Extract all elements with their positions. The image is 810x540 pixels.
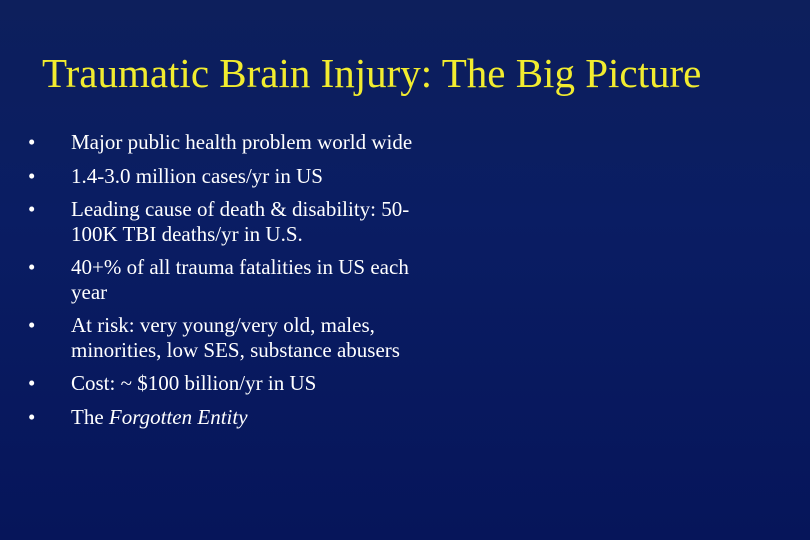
bullet-item xyxy=(28,130,428,155)
bullet-text: Major public health problem world wide xyxy=(71,130,413,154)
bullet-text-prefix: The xyxy=(71,404,109,429)
slide-title: Traumatic Brain Injury: The Big Picture xyxy=(42,50,702,96)
bullet-item xyxy=(28,197,428,246)
bullet-icon: • xyxy=(28,255,36,279)
bullet-text: At risk: very young/very old, males, minorities, low SES, substance abusers xyxy=(71,313,400,362)
bullet-icon: • xyxy=(28,130,36,154)
bullet-icon: • xyxy=(28,371,36,395)
bullet-icon: • xyxy=(28,197,36,221)
bullet-text: Cost: ~ $100 billion/yr in US xyxy=(71,371,317,395)
bullet-icon: • xyxy=(28,404,36,429)
bullet-text xyxy=(71,405,428,430)
bullet-list xyxy=(28,130,428,438)
bullet-text: Leading cause of death & disability: 50-100K TBI deaths/yr in U.S. xyxy=(71,197,410,246)
bullet-item xyxy=(28,164,428,189)
bullet-item xyxy=(28,313,428,362)
bullet-item xyxy=(28,371,428,396)
bullet-text: 40+% of all trauma fatalities in US each year xyxy=(71,255,409,304)
bullet-icon: • xyxy=(28,163,36,188)
bullet-item xyxy=(28,255,428,304)
bullet-item xyxy=(28,405,428,430)
bullet-icon: • xyxy=(28,313,36,337)
bullet-text-italic: Forgotten Entity xyxy=(108,404,248,429)
bullet-text: 1.4-3.0 million cases/yr in US xyxy=(71,163,323,188)
